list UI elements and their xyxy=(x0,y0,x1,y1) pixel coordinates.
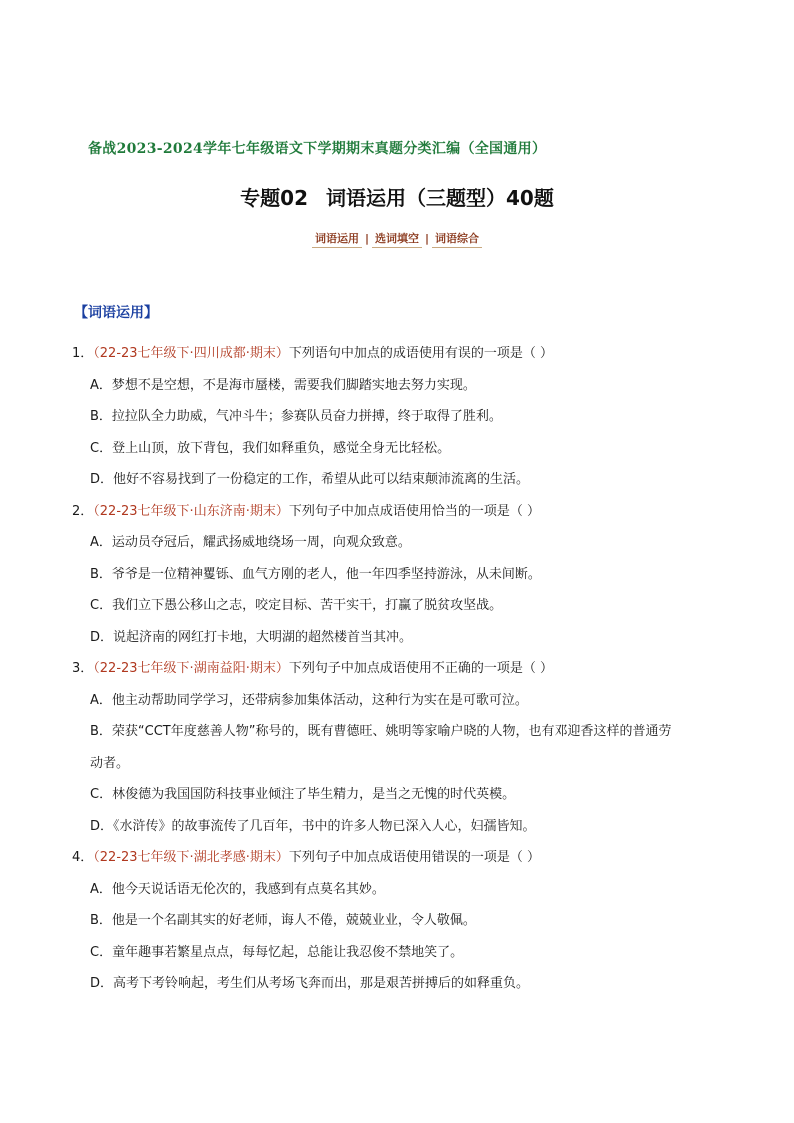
topic-tag: 选词填空 xyxy=(372,229,422,248)
series-title: 备战2023-2024学年七年级语文下学期期末真题分类汇编（全国通用） xyxy=(88,141,547,157)
question-source: （22-23七年级下·湖南益阳·期末） xyxy=(93,661,289,676)
question-text: 下列语句中加点的成语使用有误的一项是（ ） xyxy=(288,346,553,361)
page-title xyxy=(0,182,794,211)
option-d: D．《水浒传》的故事流传了几百年，书中的许多人物已深入人心，妇孺皆知。 xyxy=(90,818,536,834)
option-b: B．荣获“CCT年度慈善人物”称号的，既有曹德旺、姚明等家喻户晓的人物，也有邓迎香这样的普通劳 xyxy=(90,724,672,739)
question-stem xyxy=(72,338,732,370)
topic-tag: 词语综合 xyxy=(432,229,482,248)
option-b: B．爷爷是一位精神矍铄、血气方刚的老人，他一年四季坚持游泳，从未间断。 xyxy=(90,566,541,582)
option-b-continued: 动者。 xyxy=(90,755,130,771)
topic-tags: 词语运用 | 选词填空 | 词语综合 xyxy=(0,229,794,248)
question-stem xyxy=(72,842,732,874)
question-number: 4． xyxy=(72,850,94,865)
question-number: 1． xyxy=(72,346,94,361)
question-item xyxy=(72,338,732,496)
question-stem xyxy=(72,653,732,685)
option-d: D．说起济南的网红打卡地，大明湖的超然楼首当其冲。 xyxy=(90,629,413,645)
question-source: （22-23七年级下·湖北孝感·期末） xyxy=(93,850,289,865)
option-b: B．他是一个名副其实的好老师，诲人不倦，兢兢业业，令人敬佩。 xyxy=(90,913,476,928)
question-stem xyxy=(72,496,732,528)
question-number: 3． xyxy=(72,661,94,676)
question-number: 2． xyxy=(72,503,94,519)
question-source: （22-23七年级下·四川成都·期末） xyxy=(93,346,289,361)
option-c: C．我们立下愚公移山之志，咬定目标、苦干实干，打赢了脱贫攻坚战。 xyxy=(90,598,503,613)
option-a: A．他今天说话语无伦次的，我感到有点莫名其妙。 xyxy=(90,881,385,897)
question-item xyxy=(72,653,732,842)
option-c: C．登上山顶，放下背包，我们如释重负，感觉全身无比轻松。 xyxy=(90,440,451,456)
option-d: D．高考下考铃响起，考生们从考场飞奔而出，那是艰苦拼搏后的如释重负。 xyxy=(90,976,530,991)
question-item xyxy=(72,842,732,1000)
option-c: C．林俊德为我国国防科技事业倾注了毕生精力，是当之无愧的时代英模。 xyxy=(90,787,516,802)
option-c: C．童年趣事若繁星点点，每每忆起，总能让我忍俊不禁地笑了。 xyxy=(90,944,464,960)
option-a: A．他主动帮助同学学习，还带病参加集体活动，这种行为实在是可歌可泣。 xyxy=(90,692,528,708)
title-prefix: 专题02 xyxy=(240,186,308,210)
question-source: （22-23七年级下·山东济南·期末） xyxy=(93,503,289,519)
option-a: A．运动员夺冠后，耀武扬威地绕场一周，向观众致意。 xyxy=(90,535,411,550)
topic-tag: 词语运用 xyxy=(312,229,362,248)
question-list xyxy=(72,338,732,1000)
question-item xyxy=(72,496,732,654)
option-b: B．拉拉队全力助威，气冲斗牛；参赛队员奋力拼搏，终于取得了胜利。 xyxy=(90,409,502,424)
question-text: 下列句子中加点成语使用恰当的一项是（ ） xyxy=(288,503,540,519)
question-text: 下列句子中加点成语使用不正确的一项是（ ） xyxy=(288,661,553,676)
question-text: 下列句子中加点成语使用错误的一项是（ ） xyxy=(288,850,540,865)
option-a: A．梦想不是空想，不是海市蜃楼，需要我们脚踏实地去努力实现。 xyxy=(90,377,476,393)
section-heading: 【词语运用】 xyxy=(74,305,158,321)
option-d: D．他好不容易找到了一份稳定的工作，希望从此可以结束颠沛流离的生活。 xyxy=(90,472,530,487)
title-main: 词语运用（三题型）40题 xyxy=(326,186,554,210)
